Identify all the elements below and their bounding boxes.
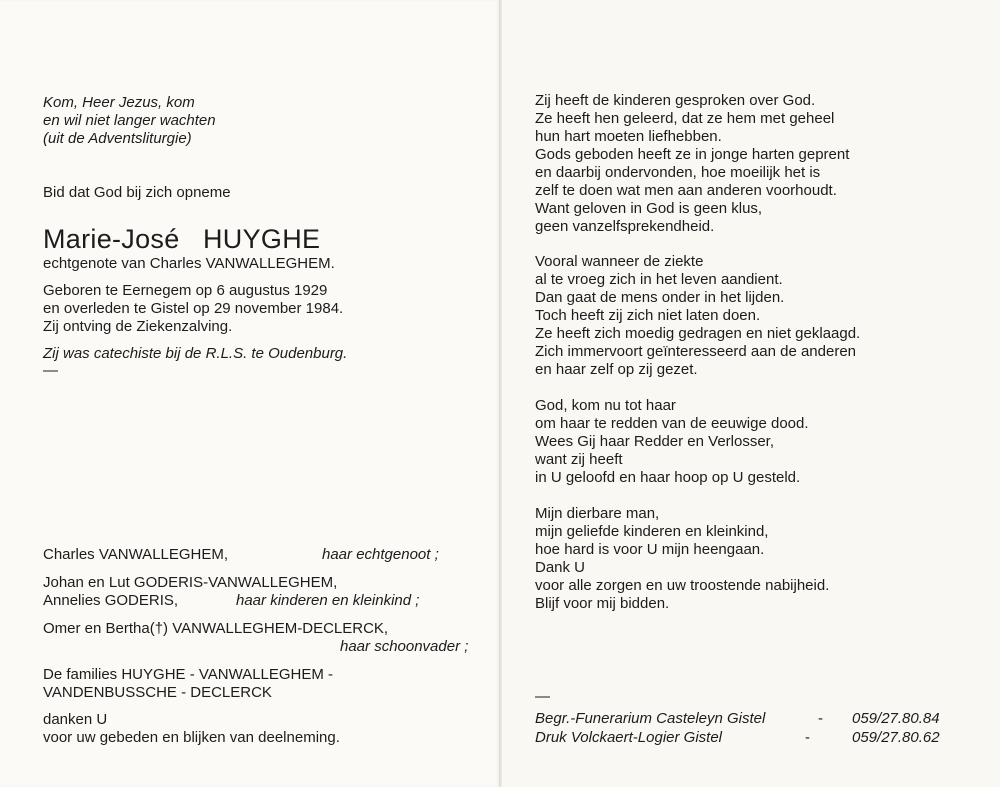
stanza-4-line: Blijf voor mij bidden. <box>535 595 670 612</box>
left-dash: — <box>43 362 58 379</box>
stanza-3-line: Wees Gij haar Redder en Verlosser, <box>535 433 775 450</box>
stanza-4-line: voor alle zorgen en uw troostende nabijheid. <box>535 577 830 594</box>
stanza-2-line: Dan gaat de mens onder in het lijden. <box>535 289 785 306</box>
thanks-line-2: voor uw gebeden en blijken van deelneming. <box>43 729 340 746</box>
catechist-line: Zij was catechiste bij de R.L.S. te Oudenburg. <box>43 345 348 362</box>
stanza-2-line: en haar zelf op zij gezet. <box>535 361 698 378</box>
deceased-first-name: Marie-José <box>43 224 180 254</box>
thanks-line-1: danken U <box>43 711 108 728</box>
family-row-1-role: haar echtgenoot ; <box>322 546 439 563</box>
family-row-7-name: VANDENBUSSCHE - DECLERCK <box>43 684 272 701</box>
stanza-1-line: hun hart moeten liefhebben. <box>535 128 722 145</box>
right-panel <box>502 0 1000 787</box>
stanza-2-line: Zich immervoort geïnteresseerd aan de anderen <box>535 343 857 360</box>
family-row-2-name: Johan en Lut GODERIS-VANWALLEGHEM, <box>43 574 338 591</box>
stanza-2-line: Vooral wanneer de ziekte <box>535 253 704 270</box>
stanza-2-line: Toch heeft zij zich niet laten doen. <box>535 307 761 324</box>
credit-name-printer: Druk Volckaert-Logier Gistel <box>535 729 723 746</box>
stanza-4-line: mijn geliefde kinderen en kleinkind, <box>535 523 769 540</box>
stanza-3-line: om haar te redden van de eeuwige dood. <box>535 415 809 432</box>
stanza-1-line: geen vanzelfsprekendheid. <box>535 218 715 235</box>
stanza-4-line: hoe hard is voor U mijn heengaan. <box>535 541 765 558</box>
family-row-6-name: De families HUYGHE - VANWALLEGHEM - <box>43 666 334 683</box>
motto-line-2: en wil niet langer wachten <box>43 112 216 129</box>
bio-line-2: en overleden te Gistel op 29 november 1984. <box>43 300 344 317</box>
credit-sep-printer: - <box>805 729 810 746</box>
stanza-3-line: in U geloofd en haar hoop op U gesteld. <box>535 469 801 486</box>
family-row-3-name: Annelies GODERIS, <box>43 592 179 609</box>
credit-phone-funeral: 059/27.80.84 <box>852 710 940 727</box>
stanza-1-line: zelf te doen wat men aan anderen voorhoudt. <box>535 182 837 199</box>
family-row-5-role: haar schoonvader ; <box>340 638 469 655</box>
spouse-line: echtgenote van Charles VANWALLEGHEM. <box>43 255 335 272</box>
right-dash: — <box>535 688 550 705</box>
credit-name-funeral: Begr.-Funerarium Casteleyn Gistel <box>535 710 766 727</box>
motto-line-1: Kom, Heer Jezus, kom <box>43 94 195 111</box>
stanza-3-line: God, kom nu tot haar <box>535 397 676 414</box>
bio-line-3: Zij ontving de Ziekenzalving. <box>43 318 233 335</box>
stanza-3-line: want zij heeft <box>535 451 623 468</box>
family-row-1-name: Charles VANWALLEGHEM, <box>43 546 229 563</box>
stanza-1-line: Ze heeft hen geleerd, dat ze hem met geheel <box>535 110 835 127</box>
stanza-1-line: Zij heeft de kinderen gesproken over God. <box>535 92 816 109</box>
stanza-1-line: Gods geboden heeft ze in jonge harten geprent <box>535 146 850 163</box>
prayer-request: Bid dat God bij zich opneme <box>43 184 231 201</box>
stanza-2-line: Ze heeft zich moedig gedragen en niet geklaagd. <box>535 325 861 342</box>
motto-line-3: (uit de Adventsliturgie) <box>43 130 192 147</box>
credit-sep-funeral: - <box>818 710 823 727</box>
stanza-4-line: Dank U <box>535 559 586 576</box>
stanza-1-line: en daarbij ondervonden, hoe moeilijk het is <box>535 164 821 181</box>
stanza-1-line: Want geloven in God is geen klus, <box>535 200 763 217</box>
deceased-last-name: HUYGHE <box>203 224 321 254</box>
credit-phone-printer: 059/27.80.62 <box>852 729 940 746</box>
stanza-4-line: Mijn dierbare man, <box>535 505 660 522</box>
bio-line-1: Geboren te Eernegem op 6 augustus 1929 <box>43 282 328 299</box>
family-row-3-role: haar kinderen en kleinkind ; <box>236 592 420 609</box>
family-row-4-name: Omer en Bertha(†) VANWALLEGHEM-DECLERCK, <box>43 620 389 637</box>
stanza-2-line: al te vroeg zich in het leven aandient. <box>535 271 783 288</box>
